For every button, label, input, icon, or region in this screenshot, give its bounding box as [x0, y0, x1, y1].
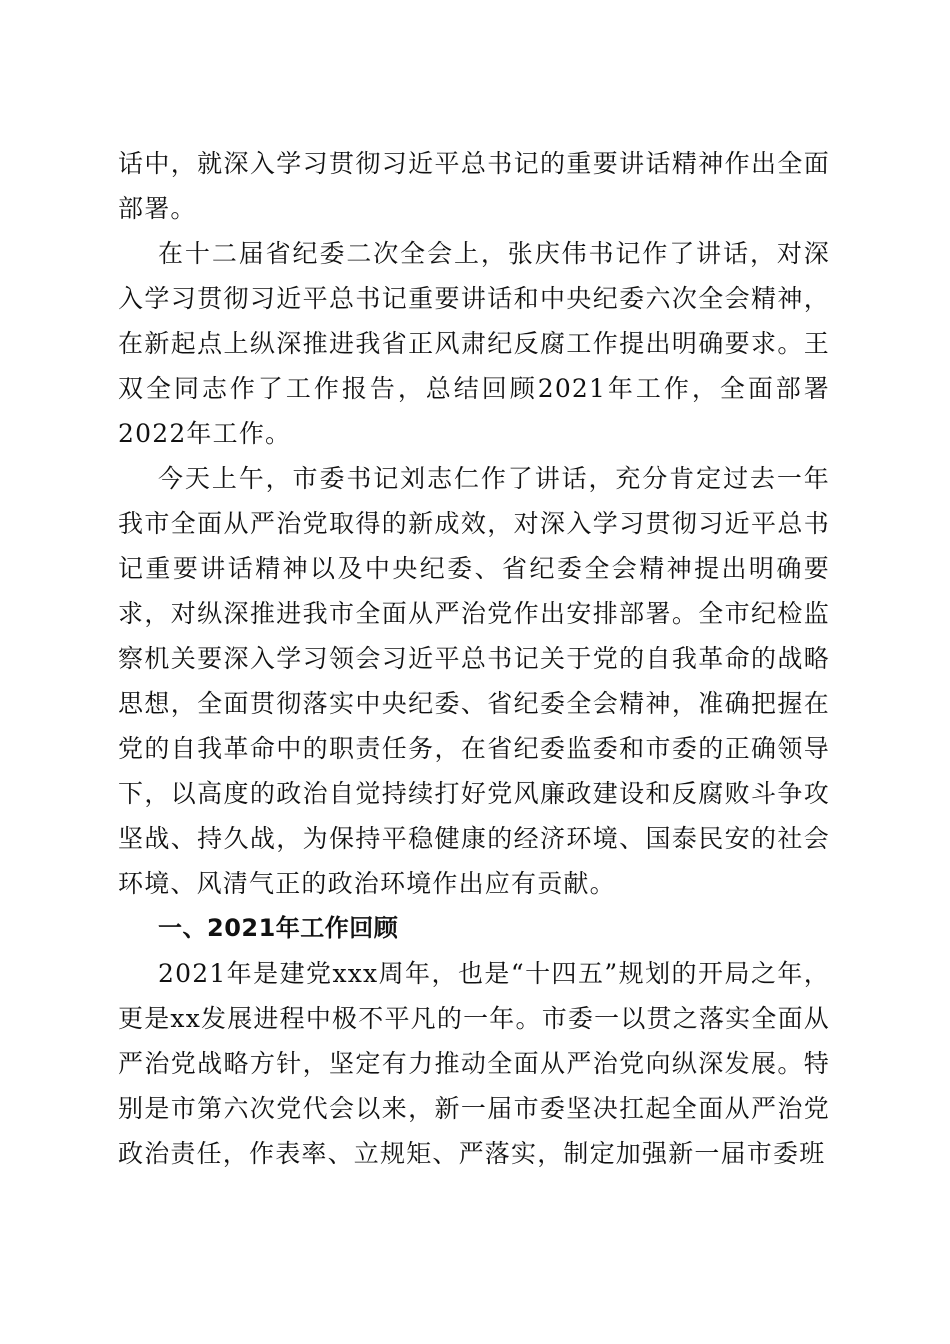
document-body	[118, 141, 830, 1176]
paragraph-municipal-speech: 今天上午，市委书记刘志仁作了讲话，充分肯定过去一年我市全面从严治党取得的新成效，对深入学习贯彻习近平总书记重要讲话精神以及中央纪委、省纪委全会精神提出明确要求，对纵深推进我市全面从严治党作出安排部署。全市纪检监察机关要深入学习领会习近平总书记关于党的自我革命的战略思想，全面贯彻落实中央纪委、省纪委全会精神，准确把握在党的自我革命中的职责任务，在省纪委监委和市委的正确领导下，以高度的政治自觉持续打好党风廉政建设和反腐败斗争攻坚战、持久战，为保持平稳健康的经济环境、国泰民安的社会环境、风清气正的政治环境作出应有贡献。	[118, 464, 830, 898]
paragraph-work-review: 2021年是建党xxx周年，也是“十四五”规划的开局之年，更是xx发展进程中极不平凡的一年。市委一以贯之落实全面从严治党战略方针，坚定有力推动全面从严治党向纵深发展。特别是市第六次党代会以来，新一届市委坚决扛起全面从严治党政治责任，作表率、立规矩、严落实，制定加强新一届市委班	[118, 959, 830, 1168]
paragraph-provincial-plenary: 在十二届省纪委二次全会上，张庆伟书记作了讲话，对深入学习贯彻习近平总书记重要讲话和中央纪委六次全会精神，在新起点上纵深推进我省正风肃纪反腐工作提出明确要求。王双全同志作了工作报告，总结回顾2021年工作，全面部署2022年工作。	[118, 239, 830, 448]
paragraph-continuation: 话中，就深入学习贯彻习近平总书记的重要讲话精神作出全面部署。	[118, 149, 830, 223]
section-heading: 一、2021年工作回顾	[158, 914, 399, 942]
